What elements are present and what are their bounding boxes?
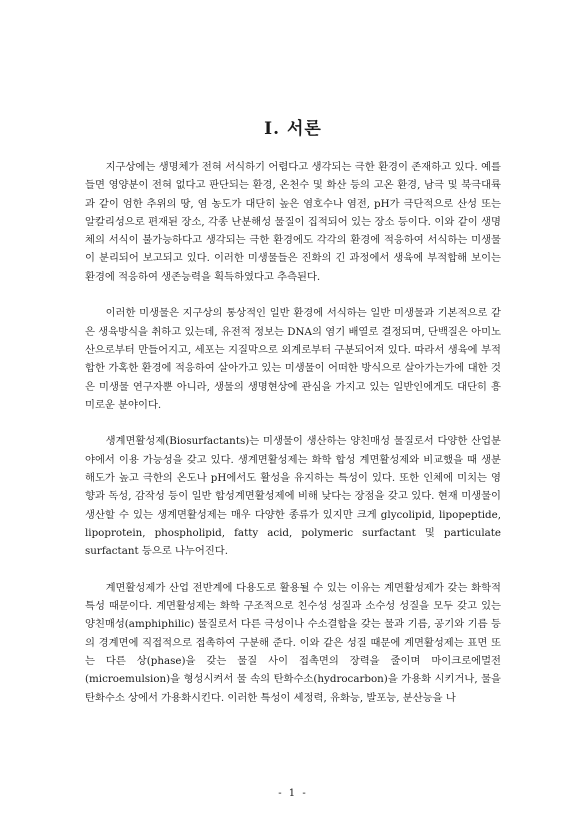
paragraph-1: 지구상에는 생명체가 전혀 서식하기 어렵다고 생각되는 극한 환경이 존재하고 있다. 예를 들면 영양분이 전혀 없다고 판단되는 환경, 온천수 및 화산 등의 고온 환경, 남극 및 북극대륙과 같이 엄한 추위의 땅, 염 농도가 대단히 높은 염호수나 염전, pH가 극단적으로 산성 또는 알칼리성으로 편재된 장소, 각종 난분해성 물질이 집적되어 있는 장소 등이다. 이와 같이 생명체의 서식이 불가능하다고 생각되는 극한 환경에도 각각의 환경에 적응하여 서식하는 미생물이 분리되어 보고되고 있다. 이러한 미생물들은 진화의 긴 과정에서 생육에 부적합해 보이는 환경에 적응하여 생존능력을 획득하였다고 추측된다. [85,161,501,283]
document-body [85,158,501,725]
page-number: - 1 - [278,788,308,799]
paragraph-3: 생계면활성제(Biosurfactants)는 미생물이 생산하는 양친매성 물질로서 다양한 산업분야에서 이용 가능성을 갖고 있다. 생계면활성제는 화학 합성 계면활성제와 비교했을 때 생분해도가 높고 극한의 온도나 pH에서도 활성을 유지하는 특성이 있다. 또한 인체에 미치는 영향과 독성, 감작성 등이 일반 합성계면활성제에 비해 낮다는 장점을 갖고 있다. 현재 미생물이 생산할 수 있는 생계면활성제는 매우 다양한 종류가 있지만 크게 glycolipid, lipopeptide, lipoprotein, phospholipid, fatty acid, polymeric surfactant 및 particulate surfactant 등으로 나누어진다. [85,435,501,558]
paragraph-4: 계면활성제가 산업 전반계에 다용도로 활용될 수 있는 이유는 계면활성제가 갖는 화학적 특성 때문이다. 계면활성제는 화학 구조적으로 친수성 성질과 소수성 성질을 모두 갖고 있는 양친매성(amphiphilic) 물질로서 다른 극성이나 수소결합을 갖는 물과 기름, 공기와 기름 등의 경계면에 직접적으로 접촉하여 구분해 준다. 이와 같은 성질 때문에 계면활성제는 표면 또는 다른 상(phase)을 갖는 물질 사이 접촉면의 장력을 줄이며 마이크로에멀전(microemulsion)을 형성시켜서 물 속의 탄화수소(hydrocarbon)을 가용화 시키거나, 물을 탄화수소 상에서 가용화시킨다. 이러한 특성이 세정력, 유화능, 발포능, 분산능을 나 [85,581,501,704]
paragraph-2: 이러한 미생물은 지구상의 통상적인 일반 환경에 서식하는 일반 미생물과 기본적으로 같은 생육방식을 취하고 있는데, 유전적 정보는 DNA의 염기 배열로 결정되며, 단백질은 아미노산으로부터 만들어지고, 세포는 지질막으로 외계로부터 구분되어져 있다. 따라서 생육에 부적합한 가혹한 환경에 적응하여 살아가고 있는 미생물이 어떠한 방식으로 살아가는가에 대한 것은 미생물 연구자뿐 아니라, 생물의 생명현상에 관심을 가지고 있는 일반인에게도 대단히 흥미로운 분야이다. [85,307,501,411]
section-title: Ⅰ. 서론 [264,119,322,139]
